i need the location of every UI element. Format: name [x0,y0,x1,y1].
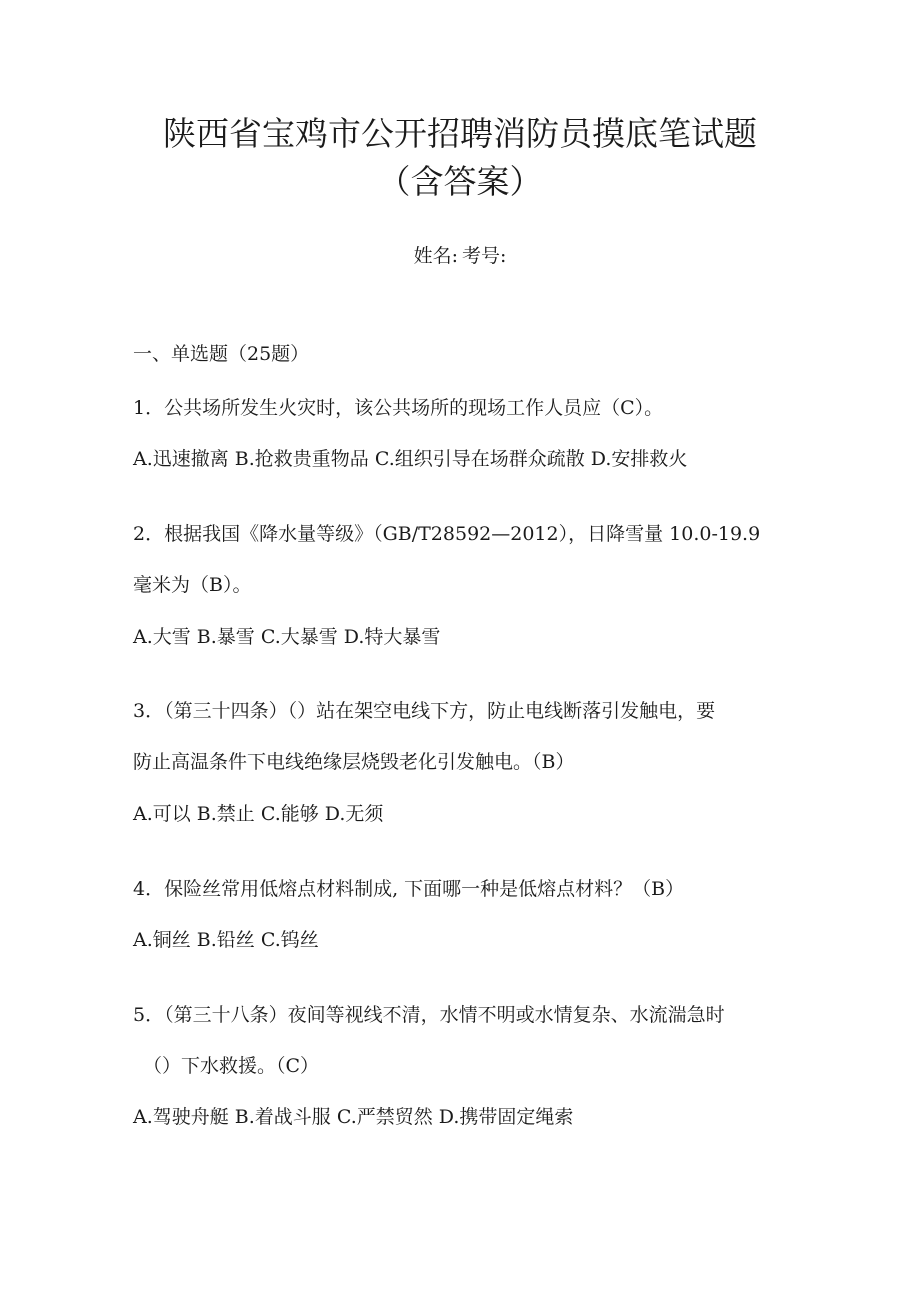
exam-number-label: 考号: [462,245,507,267]
document-title-suffix: （含答案） [377,162,543,201]
name-label: 姓名: [413,245,458,267]
candidate-info [0,244,920,268]
question-1-text: 1．公共场所发生火灾时，该公共场所的现场工作人员应（C）。 [133,397,664,419]
question-2-text: 2．根据我国《降水量等级》（GB/T28592—2012），日降雪量 10.0-19.9 [133,523,761,545]
question-5-text-cont: （）下水救援。（C） [143,1055,320,1077]
question-3-options: A.可以 B.禁止 C.能够 D.无须 [133,803,384,825]
question-5-options: A.驾驶舟艇 B.着战斗服 C.严禁贸然 D.携带固定绳索 [133,1106,574,1128]
question-2-text-cont: 毫米为（B）。 [133,574,252,596]
question-4-text: 4．保险丝常用低熔点材料制成, 下面哪一种是低熔点材料？（B） [133,878,685,900]
question-3-text-cont: 防止高温条件下电线绝缘层烧毁老化引发触电。（B） [133,751,575,773]
section-heading: 一、单选题（25题） [133,343,310,365]
question-3-text: 3．（第三十四条）（）站在架空电线下方，防止电线断落引发触电，要 [133,700,716,722]
document-title: 陕西省宝鸡市公开招聘消防员摸底笔试题 [163,114,757,153]
question-4-options: A.铜丝 B.铅丝 C.钨丝 [133,929,319,951]
question-5-text: 5．（第三十八条）夜间等视线不清，水情不明或水情复杂、水流湍急时 [133,1004,725,1026]
question-2-options: A.大雪 B.暴雪 C.大暴雪 D.特大暴雪 [133,626,441,648]
question-1-options: A.迅速撤离 B.抢救贵重物品 C.组织引导在场群众疏散 D.安排救火 [133,448,688,470]
